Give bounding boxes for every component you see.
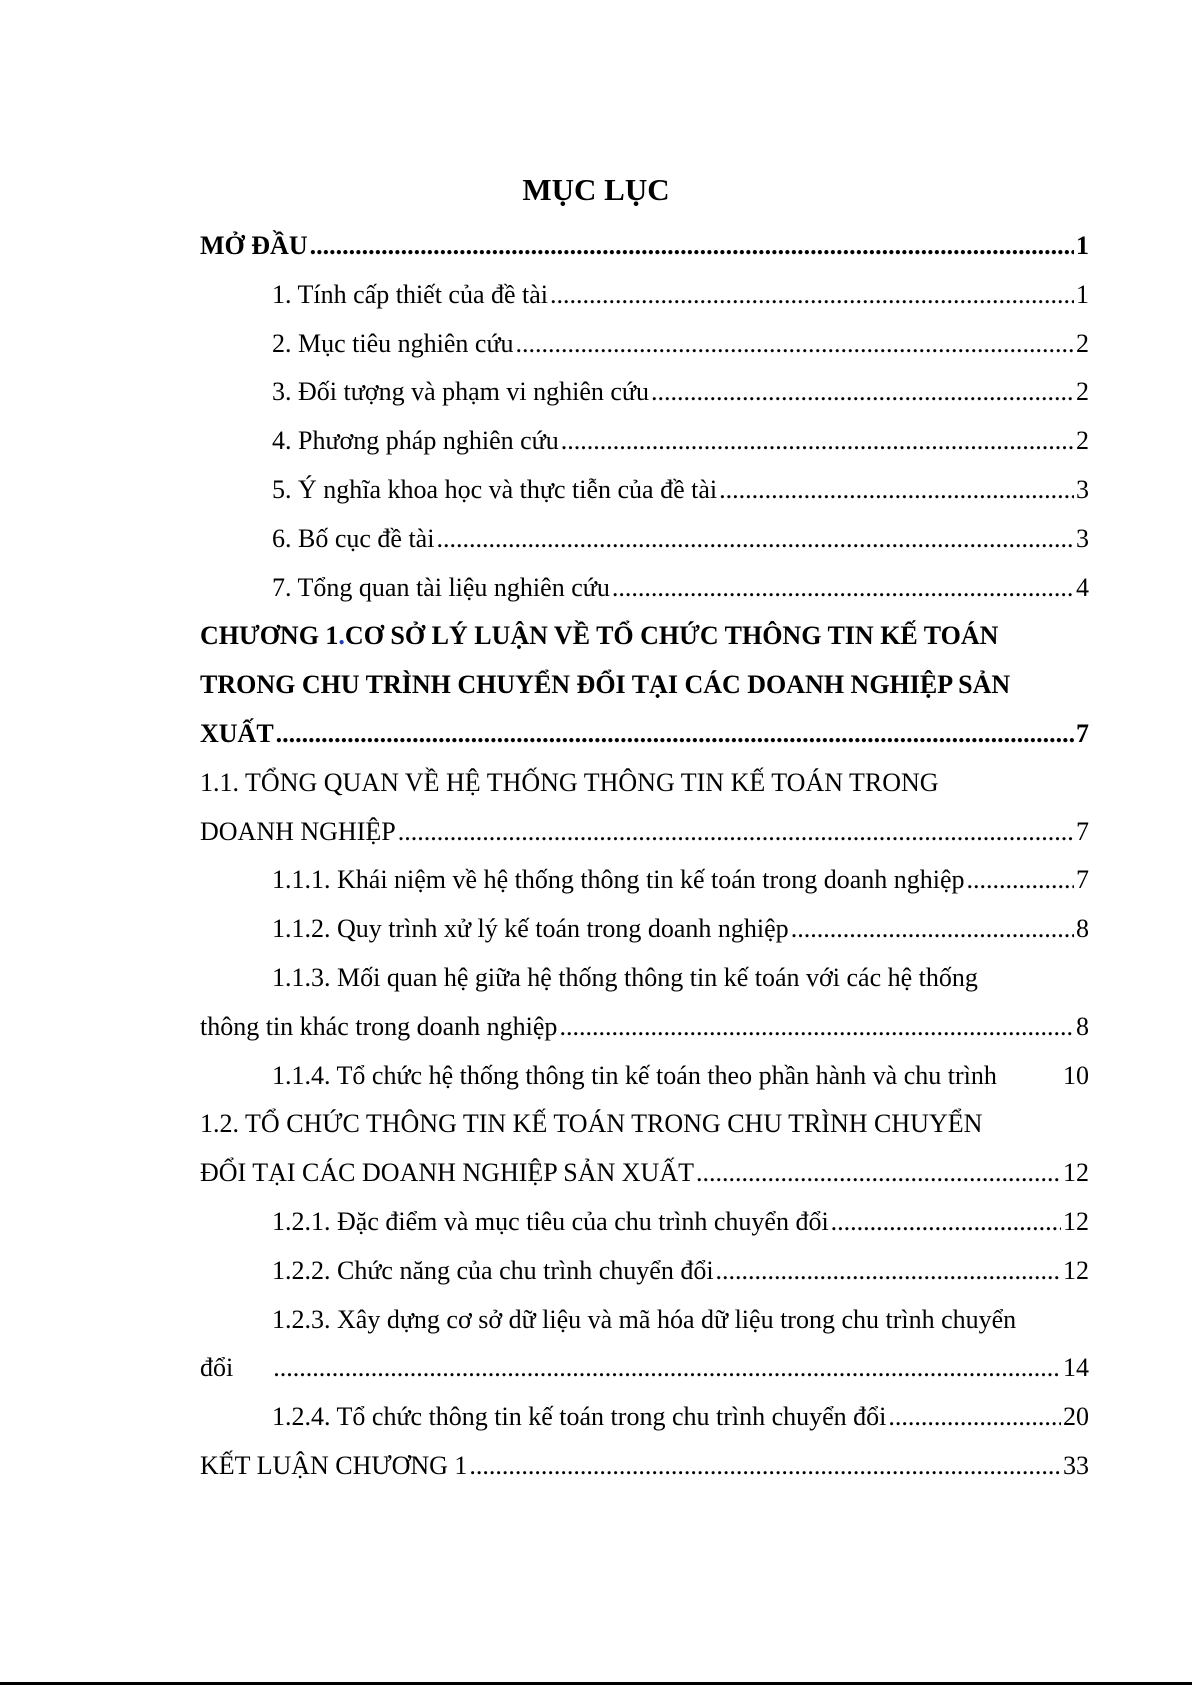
dot-leader xyxy=(967,856,1075,905)
toc-entry-text: 1.1.1. Khái niệm về hệ thống thông tin kế toán trong doanh nghiệp xyxy=(272,865,965,895)
toc-entry-4[interactable] xyxy=(200,417,1089,466)
toc-page-number: 7 xyxy=(1076,718,1089,748)
toc-entry-text: 1.2.4. Tổ chức thông tin kế toán trong chu trình chuyển đổi xyxy=(272,1402,887,1432)
dot-leader xyxy=(310,222,1074,271)
toc-entry-1-1-1[interactable] xyxy=(200,856,1089,905)
toc-page-number: 33 xyxy=(1063,1450,1089,1480)
dot-leader xyxy=(516,320,1074,369)
toc-entry-text: 7. Tổng quan tài liệu nghiên cứu xyxy=(272,572,610,602)
toc-entry-1-2[interactable] xyxy=(200,1100,1089,1198)
toc-entry-1-1[interactable] xyxy=(200,759,1089,857)
toc-entry-6[interactable] xyxy=(200,515,1089,564)
toc-entry-1[interactable] xyxy=(200,271,1089,320)
toc-entry-text: 2. Mục tiêu nghiên cứu xyxy=(272,328,514,358)
toc-page-number: 8 xyxy=(1076,914,1089,944)
dot-leader xyxy=(559,1003,1074,1052)
toc-entry-1-2-1[interactable] xyxy=(200,1198,1089,1247)
toc-page-number: 7 xyxy=(1076,865,1089,895)
toc-entry-text: 1.1.4. Tổ chức hệ thống thông tin kế toán theo phần hành và chu trình xyxy=(272,1060,997,1090)
toc-entry-mo-dau[interactable] xyxy=(200,222,1089,271)
toc-page-number: 3 xyxy=(1076,523,1089,553)
dot-leader xyxy=(469,1442,1061,1491)
toc-entry-1-2-3[interactable] xyxy=(200,1296,1089,1394)
toc-entry-text-line-1: 1.1.3. Mối quan hệ giữa hệ thống thông tin kế toán với các hệ thống xyxy=(272,962,978,992)
toc-entry-text xyxy=(200,612,1089,661)
toc-entry-2[interactable] xyxy=(200,320,1089,369)
toc-entry-text-line-1: 1.2.3. Xây dựng cơ sở dữ liệu và mã hóa dữ liệu trong chu trình chuyển xyxy=(272,1304,1017,1334)
toc-page-number: 2 xyxy=(1076,426,1089,456)
toc-entry-text-line-2: ĐỔI TẠI CÁC DOANH NGHIỆP SẢN XUẤT xyxy=(200,1158,694,1188)
toc-page-number: 12 xyxy=(1063,1206,1089,1236)
dot-leader xyxy=(276,710,1074,759)
toc-page-number: 20 xyxy=(1063,1402,1089,1432)
toc-entry-text-line-1: 1.1. TỔNG QUAN VỀ HỆ THỐNG THÔNG TIN KẾ TOÁN TRONG xyxy=(200,767,939,797)
toc-page-number: 2 xyxy=(1076,377,1089,407)
toc-page-number: 1 xyxy=(1076,279,1089,309)
toc-entry-text: 6. Bố cục đề tài xyxy=(272,523,435,553)
toc-entry-text-line-2: thông tin khác trong doanh nghiệp xyxy=(200,1011,558,1041)
toc-page-number: 2 xyxy=(1076,328,1089,358)
toc-entry-text: 3. Đối tượng và phạm vi nghiên cứu xyxy=(272,377,649,407)
chapter-prefix: CHƯƠNG 1 xyxy=(200,621,339,651)
chapter-title-line-1: CƠ SỞ LÝ LUẬN VỀ TỔ CHỨC THÔNG TIN KẾ TOÁN xyxy=(344,621,999,651)
toc-entry-text: 1.1.2. Quy trình xử lý kế toán trong doanh nghiệp xyxy=(272,914,789,944)
toc-page-number: 14 xyxy=(1063,1353,1089,1383)
toc-entry-text: 1.2.1. Đặc điểm và mục tiêu của chu trình chuyển đổi xyxy=(272,1206,829,1236)
toc-entry-text: 4. Phương pháp nghiên cứu xyxy=(272,426,559,456)
toc-entry-7[interactable] xyxy=(200,564,1089,613)
dot-leader xyxy=(716,1247,1061,1296)
toc-page-number: 12 xyxy=(1063,1158,1089,1188)
dot-leader xyxy=(273,1344,1061,1393)
page-title: MỤC LỤC xyxy=(522,172,670,207)
dot-leader xyxy=(436,515,1074,564)
dot-leader xyxy=(696,1149,1061,1198)
toc-page-number: 4 xyxy=(1076,572,1089,602)
toc-entry-text: MỞ ĐẦU xyxy=(200,231,308,260)
toc-entry-1-2-2[interactable] xyxy=(200,1247,1089,1296)
toc-page-number: 1 xyxy=(1076,231,1089,260)
toc-entry-1-2-4[interactable] xyxy=(200,1393,1089,1442)
toc-entry-text-line-1: 1.2. TỔ CHỨC THÔNG TIN KẾ TOÁN TRONG CHU TRÌNH CHUYỂN xyxy=(200,1109,983,1139)
toc-entry-text: 1.2.2. Chức năng của chu trình chuyển đổi xyxy=(272,1255,714,1285)
toc-page-number: 10 xyxy=(1063,1060,1089,1090)
dot-leader xyxy=(612,564,1074,613)
toc-entry-1-1-4[interactable] xyxy=(200,1052,1089,1101)
toc-entry-1-1-3[interactable] xyxy=(200,954,1089,1052)
toc-page-number: 3 xyxy=(1076,474,1089,504)
dot-leader xyxy=(719,466,1074,515)
toc-page-number: 7 xyxy=(1076,816,1089,846)
toc-entry-3[interactable] xyxy=(200,368,1089,417)
toc-page-number: 8 xyxy=(1076,1011,1089,1041)
dot-leader xyxy=(791,905,1074,954)
dot-leader xyxy=(888,1393,1061,1442)
toc-entry-text: 5. Ý nghĩa khoa học và thực tiễn của đề tài xyxy=(272,474,718,504)
toc-entry-1-1-2[interactable] xyxy=(200,905,1089,954)
toc-entry-5[interactable] xyxy=(200,466,1089,515)
chapter-title-line-3: XUẤT xyxy=(200,718,274,748)
toc-entry-ket-luan-chuong-1[interactable] xyxy=(200,1442,1089,1491)
dot-leader xyxy=(651,368,1074,417)
chapter-title-line-2: TRONG CHU TRÌNH CHUYỂN ĐỔI TẠI CÁC DOANH NGHIỆP SẢN xyxy=(200,670,1011,700)
table-of-contents xyxy=(200,222,1089,1491)
toc-entry-text: KẾT LUẬN CHƯƠNG 1 xyxy=(200,1450,468,1480)
toc-entry-text-line-2: đổi xyxy=(200,1353,234,1383)
toc-entry-chapter-1[interactable] xyxy=(200,612,1089,758)
dot-leader xyxy=(550,271,1074,320)
toc-page-number: 12 xyxy=(1063,1255,1089,1285)
toc-entry-text-line-2: DOANH NGHIỆP xyxy=(200,816,396,846)
chapter-dot: . xyxy=(338,621,345,651)
dot-leader xyxy=(398,808,1074,857)
toc-entry-text: 1. Tính cấp thiết của đề tài xyxy=(272,279,549,309)
dot-leader xyxy=(831,1198,1061,1247)
dot-leader xyxy=(561,417,1074,466)
